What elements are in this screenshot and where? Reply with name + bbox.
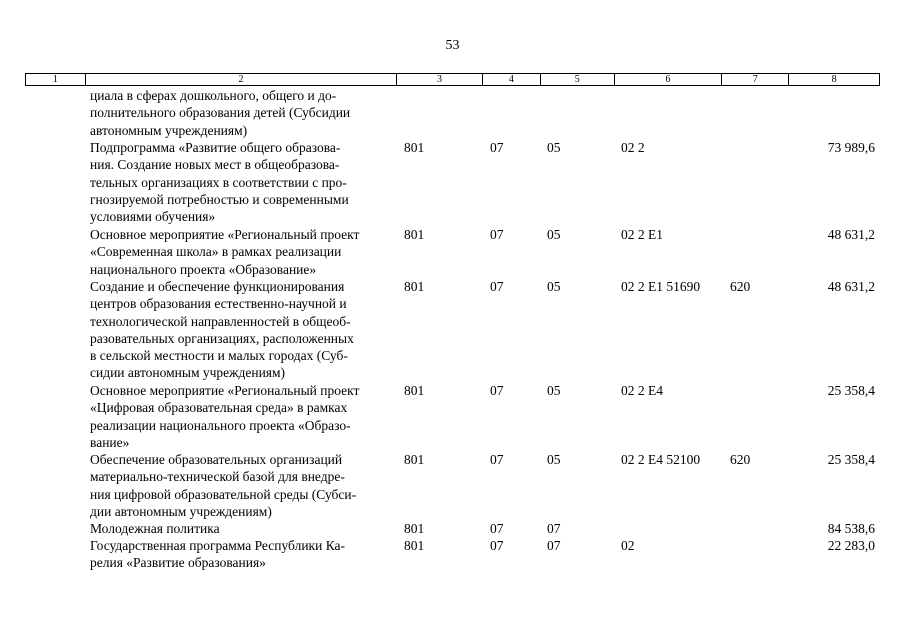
- row-col-8: 25 358,4: [827, 452, 875, 467]
- row-col-4: 07: [490, 227, 504, 242]
- row-name: циала в сферах дошкольного, общего и до- полнительного образования детей (Субсидии автономным учреждениям): [90, 88, 351, 138]
- row-col-8: 84 538,6: [827, 521, 875, 536]
- row-name: Подпрограмма «Развитие общего образова- ния. Создание новых мест в общеобразова- тельных организациях в соответствии с про- гнозируемой потребностью и современными условиями обучения»: [90, 140, 349, 225]
- row-col-7: 620: [730, 452, 751, 467]
- row-col-3: 801: [404, 140, 425, 155]
- row-name: Основное мероприятие «Региональный проект «Цифровая образовательная среда» в рамках реализации национального проекта «Образо- вание»: [90, 383, 360, 450]
- row-col-3: 801: [404, 383, 425, 398]
- row-col-5: 05: [547, 227, 561, 242]
- row-name: Основное мероприятие «Региональный проект «Современная школа» в рамках реализации национального проекта «Образование»: [90, 227, 360, 277]
- header-col-7: 7: [722, 74, 789, 85]
- row-col-3: 801: [404, 538, 425, 553]
- header-col-2: 2: [86, 74, 397, 85]
- row-col-4: 07: [490, 279, 504, 294]
- row-col-3: 801: [404, 521, 425, 536]
- row-col-6: 02 2 E1: [621, 227, 663, 242]
- row-col-4: 07: [490, 538, 504, 553]
- page-number: 53: [445, 38, 460, 53]
- row-col-3: 801: [404, 279, 425, 294]
- row-col-4: 07: [490, 521, 504, 536]
- table-header: [25, 73, 880, 86]
- row-col-5: 05: [547, 140, 561, 155]
- header-col-6: 6: [615, 74, 723, 85]
- row-name: Обеспечение образовательных организаций материально-технической базой для внедре- ния цифровой образовательной среды (Субси- дии автономным учреждениям): [90, 452, 357, 519]
- header-col-4: 4: [483, 74, 541, 85]
- header-col-8: 8: [831, 74, 837, 85]
- row-col-8: 73 989,6: [827, 140, 875, 155]
- row-col-8: 48 631,2: [827, 227, 875, 242]
- row-col-3: 801: [404, 227, 425, 242]
- row-col-6: 02: [621, 538, 635, 553]
- row-col-5: 05: [547, 452, 561, 467]
- row-col-7: 620: [730, 279, 751, 294]
- row-name: Молодежная политика: [90, 521, 220, 536]
- row-col-4: 07: [490, 140, 504, 155]
- row-col-6: 02 2 E4 52100: [621, 452, 701, 467]
- row-col-5: 05: [547, 383, 561, 398]
- row-col-8: 25 358,4: [827, 383, 875, 398]
- header-col-5: 5: [541, 74, 615, 85]
- header-col-3: 3: [397, 74, 483, 85]
- row-col-8: 22 283,0: [827, 538, 875, 553]
- row-col-5: 05: [547, 279, 561, 294]
- row-col-4: 07: [490, 383, 504, 398]
- header-col-1: 1: [26, 74, 86, 85]
- row-name: Создание и обеспечение функционирования центров образования естественно-научной и технологической направленностей в общеоб- разовательных организациях, расположенных в сельской местности и малых городах (Суб- сидии автономным учреждениям): [90, 279, 354, 381]
- row-col-6: 02 2 E1 51690: [621, 279, 701, 294]
- row-name: Государственная программа Республики Ка- релия «Развитие образования»: [90, 538, 346, 571]
- row-col-6: 02 2 E4: [621, 383, 663, 398]
- row-col-4: 07: [490, 452, 504, 467]
- row-col-3: 801: [404, 452, 425, 467]
- row-col-8: 48 631,2: [827, 279, 875, 294]
- row-col-5: 07: [547, 521, 561, 536]
- row-col-5: 07: [547, 538, 561, 553]
- row-col-6: 02 2: [621, 140, 645, 155]
